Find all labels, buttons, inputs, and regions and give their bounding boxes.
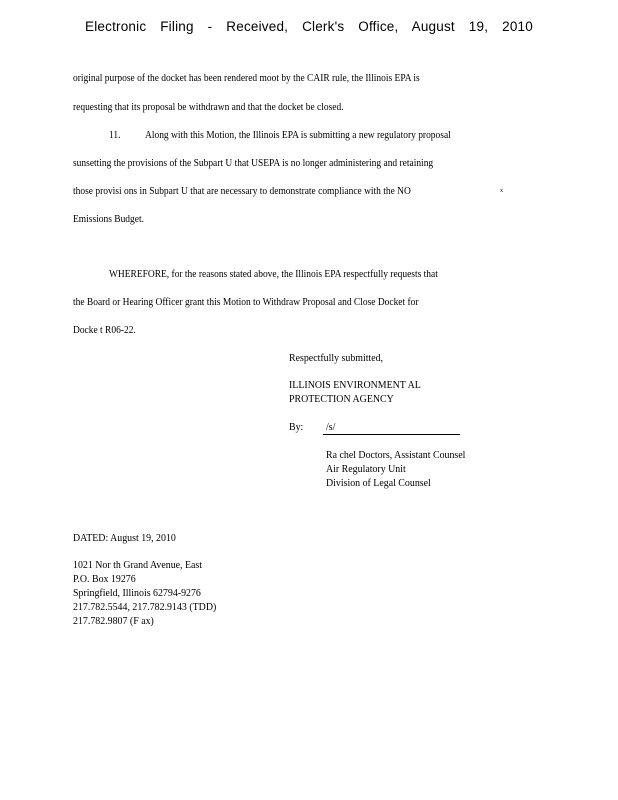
body-line: requesting that its proposal be withdrawn and that the docket be closed.: [73, 101, 344, 113]
body-line: Along with this Motion, the Illinois EPA is submitting a new regulatory proposal: [145, 129, 451, 141]
body-line: those provisi ons in Subpart U that are necessary to demonstrate compliance with the NO: [73, 185, 411, 197]
agency-name-line2: PROTECTION AGENCY: [289, 393, 394, 405]
subscript-mark: x: [500, 188, 503, 194]
phone-line: 217.782.5544, 217.782.9143 (TDD): [73, 601, 217, 613]
body-line: Docke t R06-22.: [73, 324, 136, 336]
fax-line: 217.782.9807 (F ax): [73, 615, 154, 627]
body-line: WHEREFORE, for the reasons stated above, the Illinois EPA respectfully requests that: [109, 268, 438, 280]
by-label: By:: [289, 421, 304, 433]
address-line: P.O. Box 19276: [73, 573, 136, 585]
body-line: original purpose of the docket has been rendered moot by the CAIR rule, the Illinois EPA is: [73, 72, 420, 84]
address-line: Springfield, Illinois 62794-9276: [73, 587, 201, 599]
signature-line: [323, 434, 460, 435]
signer-unit: Air Regulatory Unit: [326, 463, 406, 475]
body-line: the Board or Hearing Officer grant this Motion to Withdraw Proposal and Close Docket for: [73, 296, 419, 308]
agency-name-line1: ILLINOIS ENVIRONMENT AL: [289, 379, 421, 391]
address-line: 1021 Nor th Grand Avenue, East: [73, 559, 203, 571]
signer-division: Division of Legal Counsel: [326, 477, 431, 489]
paragraph-number: 11.: [109, 129, 121, 141]
electronic-signature: /s/: [326, 421, 336, 433]
dated-line: DATED: August 19, 2010: [73, 532, 176, 544]
body-line: sunsetting the provisions of the Subpart U that USEPA is no longer administering and retaining: [73, 157, 434, 169]
body-line: Emissions Budget.: [73, 213, 144, 225]
closing-text: Respectfully submitted,: [289, 352, 384, 364]
signer-name: Ra chel Doctors, Assistant Counsel: [326, 449, 466, 461]
filing-stamp-header: Electronic Filing - Received, Clerk's Office, August 19, 2010: [85, 19, 533, 34]
